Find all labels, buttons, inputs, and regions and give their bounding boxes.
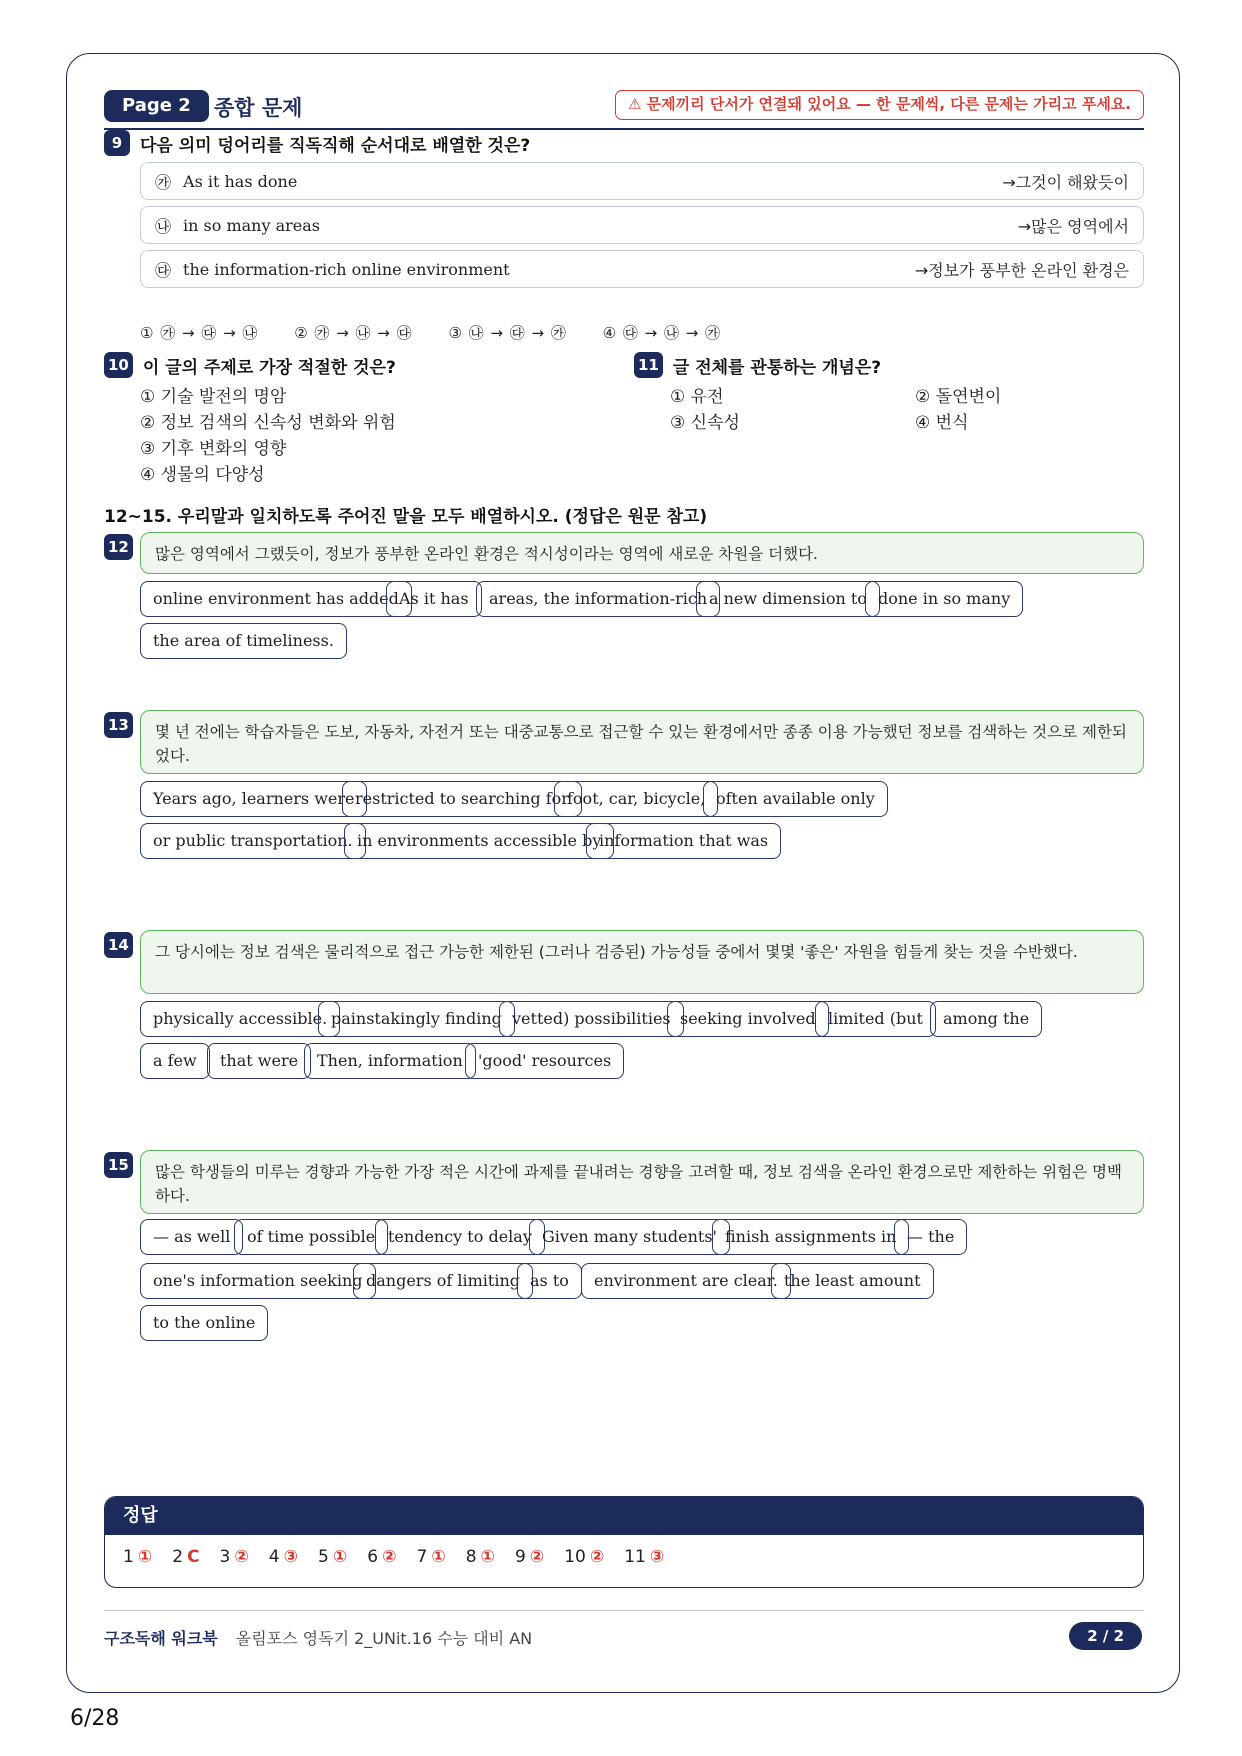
option-4[interactable]: ④ 생물의 다양성 xyxy=(140,465,265,485)
chunk-ga xyxy=(140,162,1144,200)
answer-item: 2 C xyxy=(172,1547,200,1567)
chunk-korean: →많은 영역에서 xyxy=(1017,216,1129,236)
choice-3[interactable]: ③ ㉯ → ㉰ → ㉮ xyxy=(448,324,566,342)
word-chip[interactable]: online environment has added xyxy=(140,581,412,617)
question-text: 글 전체를 관통하는 개념은? xyxy=(672,357,882,378)
document-page-counter: 6/28 xyxy=(70,1706,120,1731)
question-11-heading xyxy=(634,352,881,378)
answer-item: 8 ① xyxy=(465,1547,495,1567)
word-chip[interactable]: to the online xyxy=(140,1305,268,1341)
answer-item: 9 ② xyxy=(514,1547,545,1567)
word-chip[interactable]: As it has xyxy=(386,581,482,617)
question-number: 10 xyxy=(104,352,133,378)
answer-item: 11 ③ xyxy=(624,1547,665,1567)
word-chip[interactable]: done in so many xyxy=(865,581,1023,617)
word-chip[interactable]: information that was xyxy=(586,823,781,859)
chunk-da xyxy=(140,250,1144,288)
section-instructions: 12~15. 우리말과 일치하도록 주어진 말을 모두 배열하시오. (정답은 원문 참고) xyxy=(104,507,708,527)
option-4[interactable]: ④ 번식 xyxy=(915,413,969,433)
question-9-heading xyxy=(104,130,530,156)
word-chip[interactable]: in environments accessible by xyxy=(344,823,614,859)
option-3[interactable]: ③ 기후 변화의 영향 xyxy=(140,439,287,459)
word-chip[interactable]: one's information seeking xyxy=(140,1263,376,1299)
word-chip[interactable]: a few xyxy=(140,1043,210,1079)
word-chip[interactable]: limited (but xyxy=(815,1001,936,1037)
page-label: Page 2 xyxy=(104,90,209,122)
answer-item: 10 ② xyxy=(564,1547,605,1567)
answer-list xyxy=(105,1535,1143,1579)
answer-key-title: 정답 xyxy=(105,1497,1143,1535)
question-9-choices xyxy=(140,322,750,343)
question-text: 이 글의 주제로 가장 적절한 것은? xyxy=(142,357,396,378)
footer-page-pill: 2 / 2 xyxy=(1069,1622,1142,1650)
answer-item: 5 ① xyxy=(318,1547,348,1567)
chunk-korean: →정보가 풍부한 온라인 환경은 xyxy=(914,260,1129,280)
choice-2[interactable]: ② ㉮ → ㉯ → ㉰ xyxy=(294,324,412,342)
footer-subtitle: 올림포스 영독기 2_UNit.16 수능 대비 AN xyxy=(235,1629,533,1648)
word-chip[interactable]: 'good' resources xyxy=(465,1043,624,1079)
chunk-mark: ㉯ xyxy=(155,216,172,236)
word-chip[interactable]: painstakingly finding xyxy=(318,1001,515,1037)
answer-item: 6 ② xyxy=(367,1547,397,1567)
word-chip[interactable]: foot, car, bicycle, xyxy=(554,781,718,817)
option-3[interactable]: ③ 신속성 xyxy=(670,413,740,433)
word-chip[interactable]: dangers of limiting xyxy=(353,1263,533,1299)
question-15-korean: 많은 학생들의 미루는 경향과 가능한 가장 적은 시간에 과제를 끝내려는 경향을 고려할 때, 정보 검색을 온라인 환경으로만 제한하는 위험은 명백하다. xyxy=(140,1150,1144,1214)
word-chip[interactable]: areas, the information-rich xyxy=(476,581,720,617)
question-12-korean: 많은 영역에서 그랬듯이, 정보가 풍부한 온라인 환경은 적시성이라는 영역에 새로운 차원을 더했다. xyxy=(140,532,1144,574)
word-chip[interactable]: — the xyxy=(894,1219,967,1255)
question-10-heading xyxy=(104,352,396,378)
chunk-english: in so many areas xyxy=(183,215,320,235)
word-chip[interactable]: seeking involved xyxy=(667,1001,829,1037)
option-2[interactable]: ② 정보 검색의 신속성 변화와 위험 xyxy=(140,413,396,433)
word-chip[interactable]: that were xyxy=(207,1043,311,1079)
word-chip[interactable]: of time possible xyxy=(234,1219,388,1255)
question-11-options-right xyxy=(915,384,1115,436)
choice-4[interactable]: ④ ㉰ → ㉯ → ㉮ xyxy=(602,324,721,342)
page-title: 종합 문제 xyxy=(214,96,303,120)
question-11-options-left xyxy=(670,384,900,436)
word-chip[interactable]: a new dimension to xyxy=(696,581,880,617)
question-12-number: 12 xyxy=(104,534,133,560)
chunk-korean: →그것이 해왔듯이 xyxy=(1002,172,1129,192)
chunk-english: the information-rich online environment xyxy=(183,259,510,279)
word-chip[interactable]: or public transportation. xyxy=(140,823,366,859)
answer-item: 1 ① xyxy=(123,1547,153,1567)
question-14-korean: 그 당시에는 정보 검색은 물리적으로 접근 가능한 제한된 (그러나 검증된) 가능성들 중에서 몇몇 '좋은' 자원을 힘들게 찾는 것을 수반했다. xyxy=(140,930,1144,994)
word-chip[interactable]: environment are clear. xyxy=(581,1263,791,1299)
worksheet-page xyxy=(66,53,1180,1693)
word-chip[interactable]: Then, information xyxy=(304,1043,476,1079)
question-text: 다음 의미 덩어리를 직독직해 순서대로 배열한 것은? xyxy=(140,135,531,156)
word-chip[interactable]: Years ago, learners were xyxy=(140,781,367,817)
word-chip[interactable]: tendency to delay xyxy=(375,1219,545,1255)
word-chip[interactable]: — as well xyxy=(140,1219,243,1255)
word-chip[interactable]: restricted to searching for xyxy=(342,781,582,817)
answer-key xyxy=(104,1496,1144,1588)
question-13-number: 13 xyxy=(104,712,133,738)
option-2[interactable]: ② 돌연변이 xyxy=(915,387,1002,407)
footer-info xyxy=(104,1626,532,1649)
answer-item: 3 ② xyxy=(219,1547,249,1567)
footer-divider xyxy=(104,1610,1144,1611)
question-10-options xyxy=(140,384,396,488)
question-number: 9 xyxy=(104,130,130,156)
footer-brand: 구조독해 워크북 xyxy=(104,1629,218,1648)
question-13-korean: 몇 년 전에는 학습자들은 도보, 자동차, 자전거 또는 대중교통으로 접근할 수 있는 환경에서만 종종 이용 가능했던 정보를 검색하는 것으로 제한되었다. xyxy=(140,710,1144,774)
chunk-na xyxy=(140,206,1144,244)
word-chip[interactable]: vetted) possibilities xyxy=(499,1001,684,1037)
option-1[interactable]: ① 유전 xyxy=(670,387,724,407)
chunk-mark: ㉮ xyxy=(155,172,172,192)
chunk-english: As it has done xyxy=(183,171,298,191)
word-chip[interactable]: finish assignments in xyxy=(712,1219,909,1255)
question-15-number: 15 xyxy=(104,1152,133,1178)
question-14-number: 14 xyxy=(104,932,133,958)
word-chip[interactable]: Given many students' xyxy=(529,1219,730,1255)
choice-1[interactable]: ① ㉮ → ㉰ → ㉯ xyxy=(140,324,258,342)
chunk-mark: ㉰ xyxy=(155,260,172,280)
page-header xyxy=(104,90,1144,130)
answer-item: 7 ① xyxy=(416,1547,446,1567)
answer-item: 4 ③ xyxy=(268,1547,299,1567)
word-chip[interactable]: often available only xyxy=(703,781,888,817)
word-chip[interactable]: physically accessible. xyxy=(140,1001,340,1037)
word-chip[interactable]: the area of timeliness. xyxy=(140,623,347,659)
word-chip[interactable]: the least amount xyxy=(771,1263,934,1299)
option-1[interactable]: ① 기술 발전의 명암 xyxy=(140,387,287,407)
word-chip[interactable]: as to xyxy=(517,1263,582,1299)
warning-banner: ⚠ 문제끼리 단서가 연결돼 있어요 — 한 문제씩, 다른 문제는 가리고 푸세요. xyxy=(615,90,1144,120)
word-chip[interactable]: among the xyxy=(930,1001,1042,1037)
question-number: 11 xyxy=(634,352,663,378)
